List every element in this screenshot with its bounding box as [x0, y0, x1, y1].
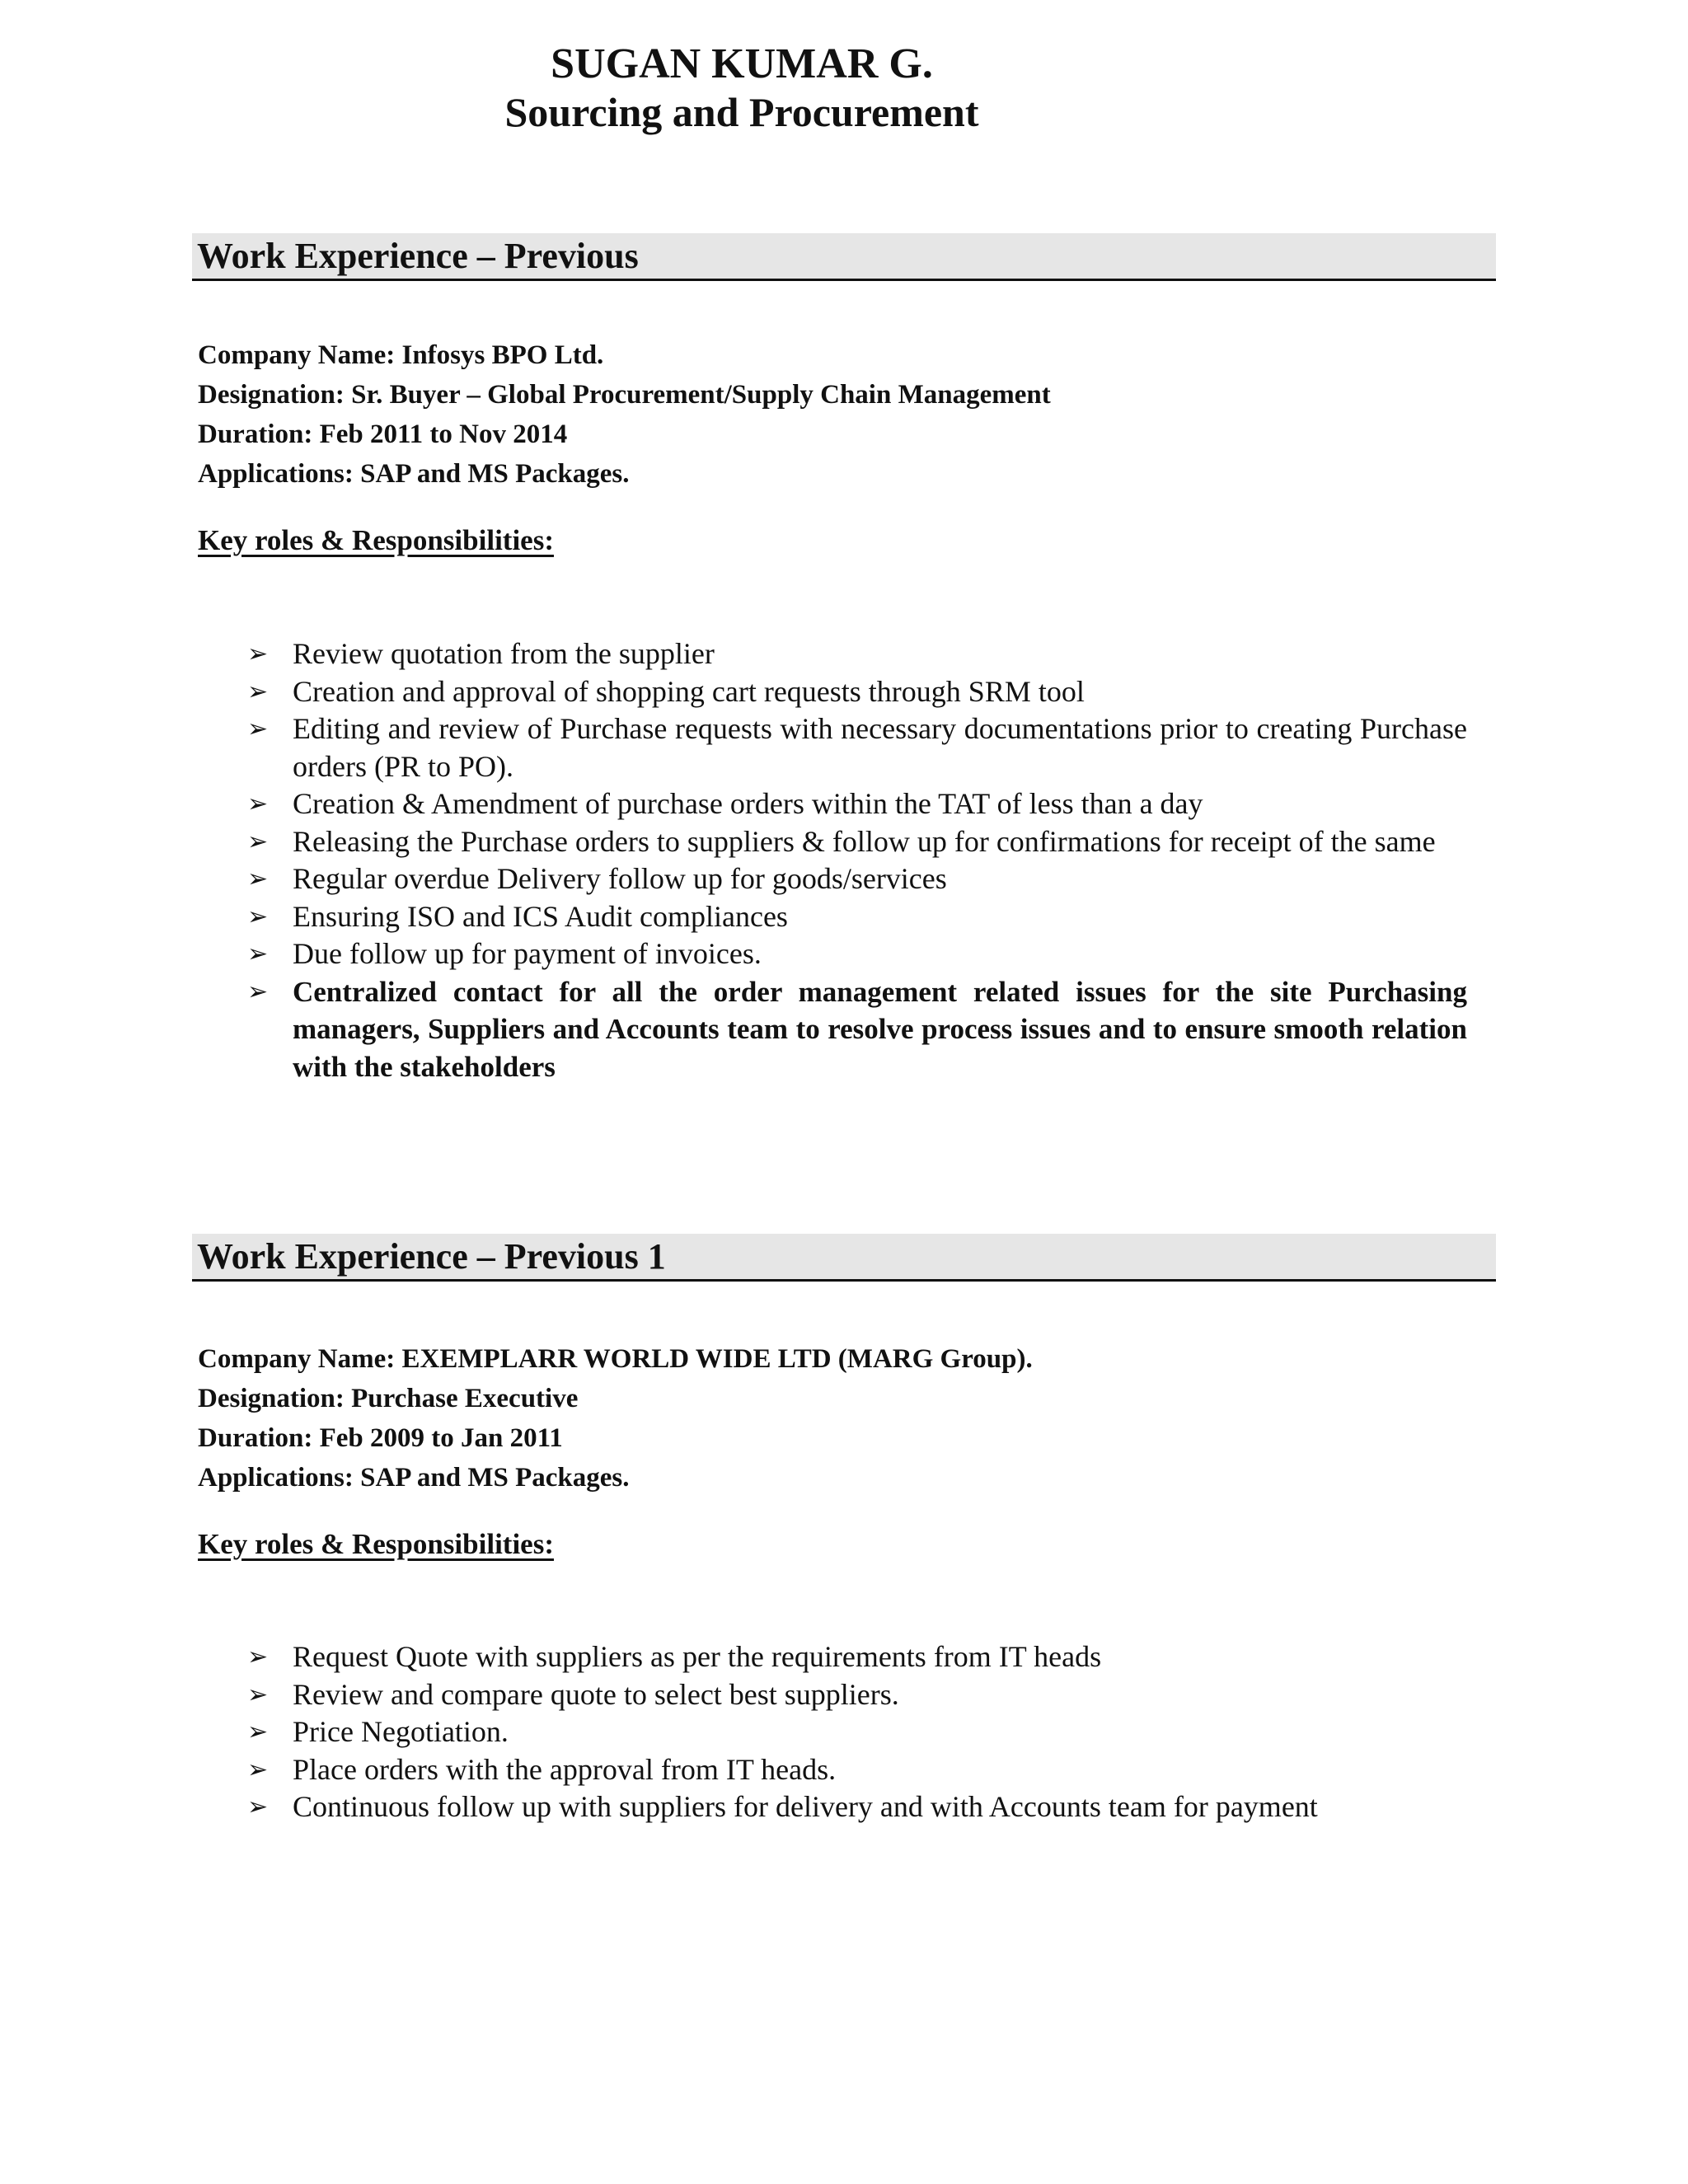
applications: Applications: SAP and MS Packages. — [198, 459, 630, 489]
duration: Duration: Feb 2009 to Jan 2011 — [198, 1423, 563, 1453]
company-name: Company Name: EXEMPLARR WORLD WIDE LTD (MARG Group). — [198, 1344, 1033, 1374]
list-item: ➢ Place orders with the approval from IT heads. — [247, 1751, 1467, 1789]
arrow-bullet-icon: ➢ — [247, 715, 269, 743]
duration: Duration: Feb 2011 to Nov 2014 — [198, 419, 568, 449]
list-item: ➢ Request Quote with suppliers as per the requirements from IT heads — [247, 1638, 1467, 1676]
section-heading: Work Experience – Previous 1 — [197, 1236, 666, 1277]
job-details — [198, 1339, 1484, 1497]
arrow-bullet-icon: ➢ — [247, 1718, 269, 1746]
responsibilities-list — [247, 1638, 1467, 1826]
key-roles-heading: Key roles & Responsibilities: — [198, 1528, 554, 1560]
candidate-name: SUGAN KUMAR G. — [551, 40, 933, 87]
list-item: ➢ Creation & Amendment of purchase orders within the TAT of less than a day — [247, 785, 1467, 823]
arrow-bullet-icon: ➢ — [247, 902, 269, 931]
arrow-bullet-icon: ➢ — [247, 790, 269, 818]
list-item: ➢ Continuous follow up with suppliers for delivery and with Accounts team for payment — [247, 1788, 1467, 1826]
company-name: Company Name: Infosys BPO Ltd. — [198, 340, 604, 370]
arrow-bullet-icon: ➢ — [247, 640, 269, 668]
arrow-bullet-icon: ➢ — [247, 677, 269, 706]
list-item: ➢ Regular overdue Delivery follow up for goods/services — [247, 860, 1467, 898]
arrow-bullet-icon: ➢ — [247, 1643, 269, 1671]
job-details — [198, 335, 1484, 494]
responsibilities-list — [247, 635, 1467, 1085]
list-item: ➢ Review quotation from the supplier — [247, 635, 1467, 673]
designation: Designation: Purchase Executive — [198, 1384, 579, 1413]
arrow-bullet-icon: ➢ — [247, 940, 269, 968]
list-item: ➢ Review and compare quote to select best suppliers. — [247, 1676, 1467, 1714]
section-heading: Work Experience – Previous — [197, 236, 639, 276]
designation: Designation: Sr. Buyer – Global Procurement/Supply Chain Management — [198, 380, 1051, 410]
list-item: ➢ Releasing the Purchase orders to suppliers & follow up for confirmations for receipt of the same — [247, 823, 1467, 861]
arrow-bullet-icon: ➢ — [247, 865, 269, 893]
applications: Applications: SAP and MS Packages. — [198, 1463, 630, 1493]
section-heading-bar — [192, 233, 1496, 281]
arrow-bullet-icon: ➢ — [247, 1680, 269, 1709]
list-item: ➢ Creation and approval of shopping cart requests through SRM tool — [247, 673, 1467, 711]
list-item: ➢ Due follow up for payment of invoices. — [247, 935, 1467, 973]
arrow-bullet-icon: ➢ — [247, 977, 269, 1006]
list-item: ➢ Price Negotiation. — [247, 1713, 1467, 1751]
candidate-title: Sourcing and Procurement — [504, 89, 979, 135]
list-item: ➢ Centralized contact for all the order management related issues for the site Purchasing managers, Suppliers and Accounts team to resolve process issues and to ensure smooth relation with the stakeholders — [247, 973, 1467, 1086]
arrow-bullet-icon: ➢ — [247, 1755, 269, 1784]
arrow-bullet-icon: ➢ — [247, 827, 269, 856]
arrow-bullet-icon: ➢ — [247, 1793, 269, 1821]
section-heading-bar — [192, 1234, 1496, 1282]
key-roles-heading: Key roles & Responsibilities: — [198, 524, 554, 556]
list-item: ➢ Ensuring ISO and ICS Audit compliances — [247, 898, 1467, 936]
list-item: ➢ Editing and review of Purchase requests with necessary documentations prior to creating Purchase orders (PR to PO). — [247, 712, 1467, 783]
